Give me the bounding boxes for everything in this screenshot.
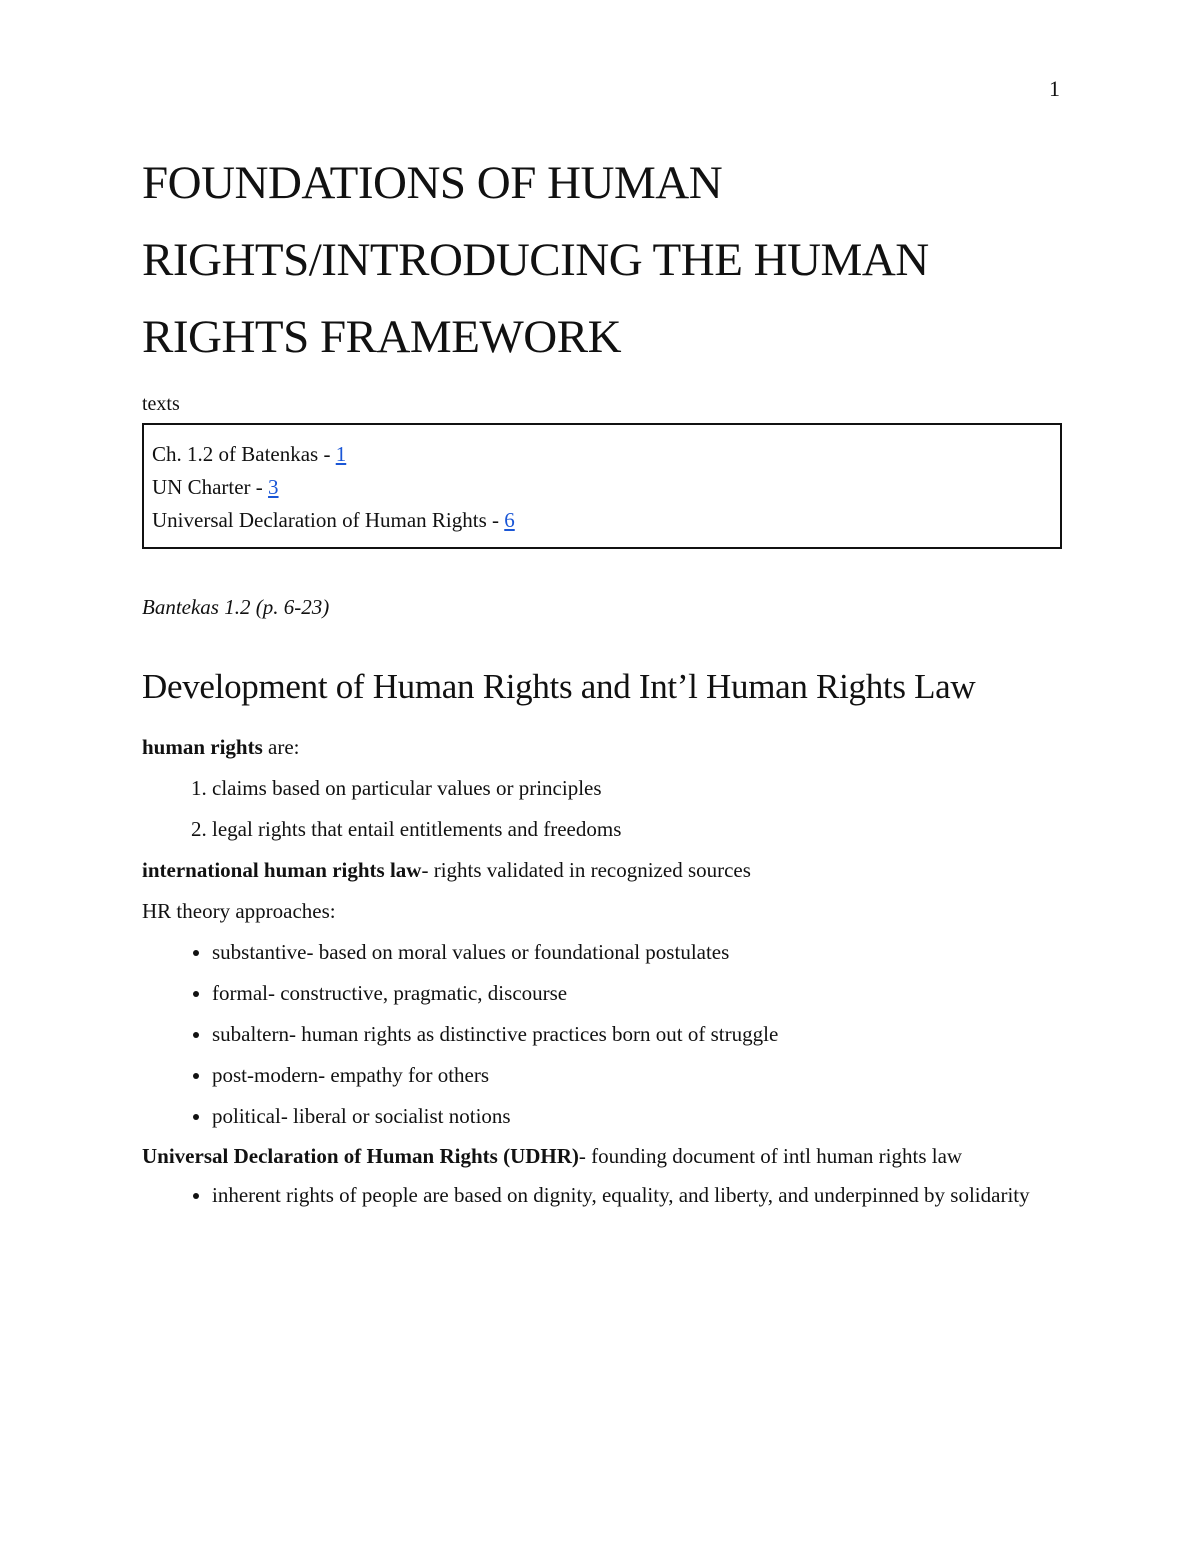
list-item: • political- liberal or socialist notions bbox=[212, 1096, 1062, 1137]
section-heading: Development of Human Rights and Int’l Human Rights Law bbox=[142, 667, 976, 706]
human-rights-definition bbox=[142, 727, 1062, 768]
human-rights-term: human rights bbox=[142, 735, 263, 759]
texts-box bbox=[142, 423, 1062, 549]
list-item: 2. legal rights that entail entitlements and freedoms bbox=[212, 809, 1062, 850]
texts-item bbox=[152, 471, 1052, 504]
document-body bbox=[142, 145, 1062, 1215]
ihrl-definition bbox=[142, 850, 1062, 891]
list-item: • subaltern- human rights as distinctive practices born out of struggle bbox=[212, 1014, 1062, 1055]
texts-item bbox=[152, 504, 1052, 537]
texts-item bbox=[152, 438, 1052, 471]
approaches-list bbox=[142, 932, 1062, 1137]
ihrl-description: - rights validated in recognized sources bbox=[421, 858, 751, 882]
list-item: • substantive- based on moral values or foundational postulates bbox=[212, 932, 1062, 973]
texts-item-page-link[interactable]: 1 bbox=[335, 442, 347, 466]
texts-item-page-link[interactable]: 6 bbox=[504, 508, 515, 532]
udhr-description: - founding document of intl human rights law bbox=[578, 1144, 963, 1168]
texts-item-label: UN Charter - bbox=[152, 475, 269, 499]
list-item: • inherent rights of people are based on dignity, equality, and liberty, and underpinned by solidarity bbox=[212, 1176, 1062, 1215]
human-rights-list bbox=[142, 768, 1062, 850]
approaches-label: HR theory approaches: bbox=[142, 899, 336, 923]
list-item: • formal- constructive, pragmatic, discourse bbox=[212, 973, 1062, 1014]
reading-reference: Bantekas 1.2 (p. 6-23) bbox=[142, 595, 330, 619]
document-title: FOUNDATIONS OF HUMAN RIGHTS/INTRODUCING THE HUMAN RIGHTS FRAMEWORK bbox=[142, 157, 929, 363]
list-item: • post-modern- empathy for others bbox=[212, 1055, 1062, 1096]
list-item: 1. claims based on particular values or principles bbox=[212, 768, 1062, 809]
udhr-term: Universal Declaration of Human Rights (UDHR) bbox=[142, 1144, 579, 1168]
page-number: 1 bbox=[1049, 76, 1060, 101]
human-rights-are: are: bbox=[262, 735, 300, 759]
texts-item-page-link[interactable]: 3 bbox=[268, 475, 279, 499]
udhr-points-list bbox=[142, 1176, 1062, 1215]
udhr-definition bbox=[142, 1137, 1062, 1176]
texts-item-label: Ch. 1.2 of Batenkas - bbox=[152, 442, 336, 466]
texts-item-label: Universal Declaration of Human Rights - bbox=[152, 508, 505, 532]
texts-label: texts bbox=[142, 393, 180, 415]
ihrl-term: international human rights law bbox=[142, 858, 422, 882]
